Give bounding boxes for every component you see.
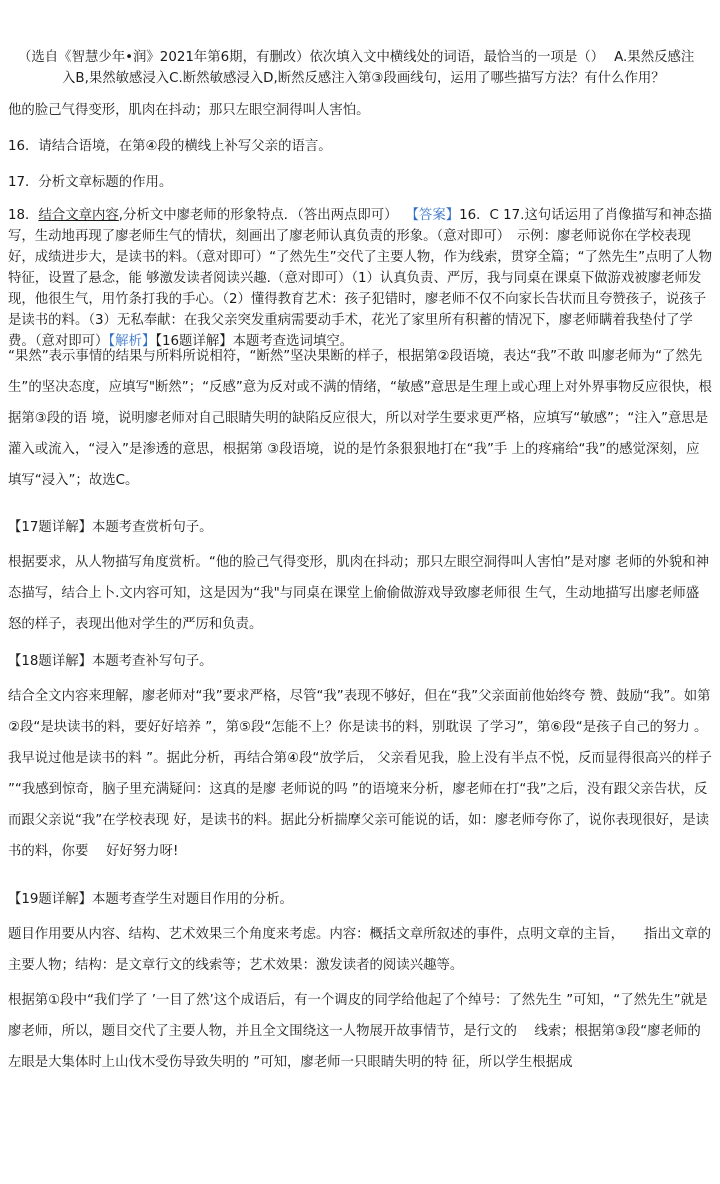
question-intro: [8, 47, 712, 89]
answer-body: 16．C 17.这句话运用了肖像描写和神态描写，生动地再现了廖老师生气的情状，刻画出了廖老师认真负责的形象。（意对即可） 示例：廖老师说你在学校表现好，成绩进步大，是读书的料。（意对即可）“了然先生”交代了主要人物，作为线索，贯穿全篇；“了然先生”点明了人物特征，设置了悬念，能 够激发读者阅读兴趣.（意对即可）（1）认真负责、严厉，我与同桌在课桌下做游戏被廖老师发现，他很生气，用竹条打我的手心。（2）懂得教育艺术：孩子犯错时，廖老师不仅不向家长告状而且夸赞孩子，说孩子是读书的料。（3）无私奉献：在我父亲突发重病需要动手术，花光了家里所有积蓄的情况下，廖老师瞒着我垫付了学费。（意对即可）: [8, 208, 712, 349]
analysis-tag: 【解析】: [108, 334, 156, 349]
option-a-text: A.果然反感注: [614, 50, 695, 65]
question-16: 16．请结合语境，在第④段的横线上补写父亲的语言。: [8, 139, 332, 154]
detail-19-paragraph-1: 题目作用要从内容、结构、艺术效果三个角度来考虑。内容：概括文章所叙述的事件，点明文章的主旨， 指出文章的主要人物；结构：是文章行文的线索等；艺术效果：激发读者的阅读兴趣等。: [8, 927, 711, 973]
detail-19-heading: 【19题详解】本题考查学生对题目作用的分析。: [8, 892, 293, 907]
question-17: 17．分析文章标题的作用。: [8, 175, 173, 190]
question-18-text: ,分析文中廖老师的形象特点．（答出两点即可）: [118, 208, 398, 223]
detail-18-paragraph: 结合全文内容来理解，廖老师对“我”要求严格，尽管“我”表现不够好，但在“我”父亲面前他始终夸 赞、鼓励“我”。如第②段“是块读书的料，要好好培养 ”，第⑤段“怎能不上？你是读书的料，别耽误 了学习”，第⑥段“是孩子自己的努力 。我早说过他是读书的料 ”。据此分析，再结合第④段“放学后， 父亲看见我，脸上没有半点不悦，反而显得很高兴的样子 ”“我感到惊奇，脑子里充满疑问：这真的是廖 老师说的吗 ”的语境来分析，廖老师在打“我”之后，没有跟父亲告状，反而跟父亲说“我”在学校表现 好，是读书的料。据此分析揣摩父亲可能说的话，如：廖老师夸你了，说你表现很好，是读书的料，你要 好好努力呀!: [8, 689, 712, 859]
question-18-number: 18．: [8, 208, 39, 223]
detail-19-paragraph-2: 根据第①段中“我们学了 ’一目了然’这个成语后，有一个调皮的同学给他起了个绰号：了然先生 ”可知，“了然先生”就是廖老师，所以，题目交代了主要人物，并且全文围绕这一人物展开故事情节，是行文的 线索；根据第③段“廖老师的左眼是大集体时上山伐木受伤导致失明的 ”可知，廖老师一只眼睛失明的特 征，所以学生根据成: [8, 993, 708, 1070]
detail-16-heading: 【16题详解】本题考查选词填空。: [155, 334, 354, 349]
question-18-underlined: 结合文章内容: [38, 208, 119, 223]
quoted-sentence: 他的脸己气得变形，肌肉在抖动；那只左眼空洞得叫人害怕。: [8, 103, 370, 118]
question-18-answer-block: [8, 205, 712, 352]
detail-18-heading: 【18题详解】本题考查补写句子。: [8, 654, 213, 669]
options-line: 入B,果然敏感浸入C.断然敏感浸入D,断然反感注入第③段画线句，运用了哪些描写方法？有什么作用？: [62, 71, 665, 86]
detail-17-heading: 【17题详解】本题考查赏析句子。: [8, 520, 213, 535]
detail-16-paragraph: “果然”表示事情的结果与所料所说相符，“断然”坚决果断的样子，根据第②段语境，表达“我”不敢 叫廖老师为“了然先生”的坚决态度，应填写"断然”；“反感”意为反对或不满的情绪，“敏感”意思是生理上或心理上对外界事物反应很快，根据第③段的语 境，说明廖老师对自己眼睛失明的缺陷反应很大，所以对学生要求更严格，应填写“敏感”；“注入”意思是灌入或流入，“浸入”是渗透的意思，根据第 ③段语境，说的是竹条狠狠地打在“我”手 上的疼痛给“我”的感觉深刻，应填写“浸入”；故选C。: [8, 349, 712, 488]
detail-17-paragraph: 根据要求，从人物描写角度赏析。“他的脸己气得变形，肌肉在抖动；那只左眼空洞得叫人害怕”是对廖 老师的外貌和神态描写，结合上卜.文内容可知，这是因为“我"与同桌在课堂上偷偷做游戏导致廖老师很 生气，生动地描写出廖老师盛怒的样子，表现出他对学生的严厉和负责。: [8, 555, 710, 632]
intro-text: （选自《智慧少年•润》2021年第6期，有删改）依次填入文中横线处的词语，最恰当的一项是（）: [18, 50, 605, 65]
answer-tag: 【答案】: [405, 208, 460, 223]
